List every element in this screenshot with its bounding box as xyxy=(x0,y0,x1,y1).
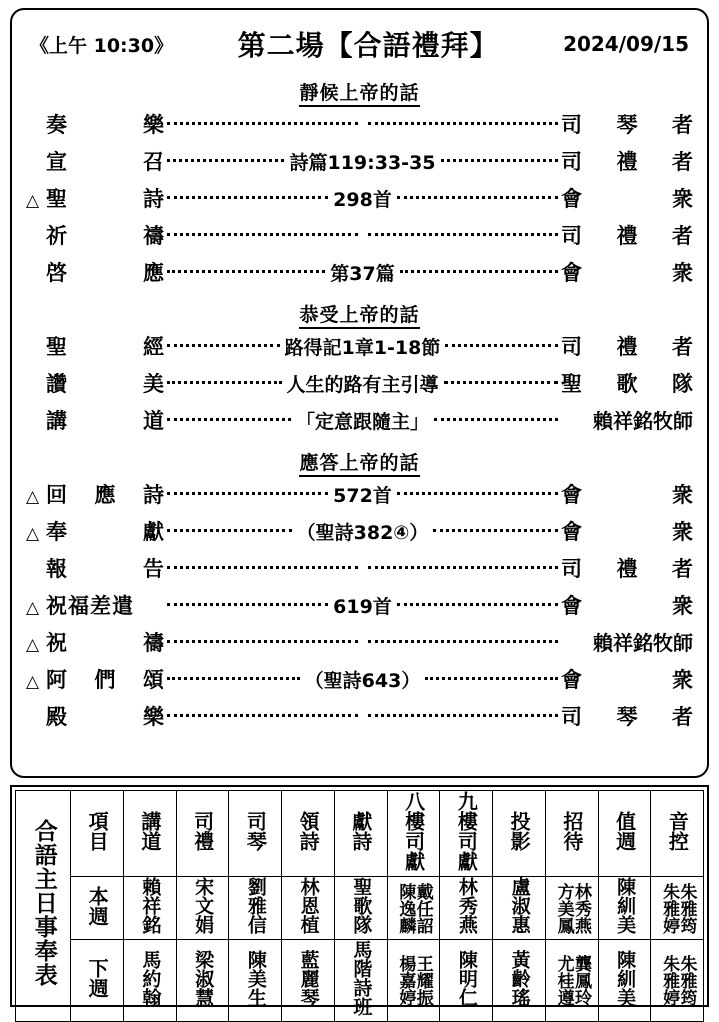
leader-dots xyxy=(167,529,292,532)
row-item: 聖 詩 xyxy=(46,187,164,211)
table-header-cell: 司禮 xyxy=(176,791,229,877)
row-detail: 298首 xyxy=(333,189,392,211)
service-time: 《上午 10:30》 xyxy=(30,34,174,57)
leader-dots xyxy=(167,492,328,495)
leader-dots xyxy=(444,381,559,384)
leader-dots xyxy=(167,122,358,125)
leader-dots xyxy=(167,159,284,162)
leader-dots xyxy=(167,344,280,347)
leader-dots xyxy=(433,529,558,532)
table-header-cell: 值週 xyxy=(598,791,651,877)
row-label-next-week: 下週 xyxy=(71,940,124,1022)
row-item: 啓 應 xyxy=(46,261,164,285)
table-header-cell: 獻詩 xyxy=(334,791,387,877)
program-row xyxy=(26,331,693,368)
program-row xyxy=(26,664,693,701)
duty-cell: 朱雅筠 朱雅婷 xyxy=(651,877,704,940)
section-heading-1-text: 靜候上帝的話 xyxy=(299,82,419,107)
leader-dots xyxy=(368,233,559,236)
leader-dots xyxy=(397,196,558,199)
row-mark: △ xyxy=(26,672,40,692)
duty-table xyxy=(15,790,704,1022)
service-title: 第二場【合語禮拜】 xyxy=(237,29,499,62)
leader-dots xyxy=(167,196,328,199)
row-label-this-week: 本週 xyxy=(71,877,124,940)
row-item: 阿 們 頌 xyxy=(46,668,164,692)
row-item: 報 告 xyxy=(46,557,164,581)
row-mark: △ xyxy=(26,487,40,507)
row-who: 會 衆 xyxy=(561,594,694,618)
service-date: 2024/09/15 xyxy=(563,32,689,56)
row-detail: 572首 xyxy=(333,485,392,507)
row-item: 奏 樂 xyxy=(46,113,164,137)
row-who: 聖 歌 隊 xyxy=(561,372,694,396)
duty-cell: 馬階詩班 xyxy=(334,940,387,1022)
row-who: 司 禮 者 xyxy=(561,335,693,359)
row-detail: 619首 xyxy=(333,596,392,618)
program-row xyxy=(26,701,693,738)
section-heading-2-text: 恭受上帝的話 xyxy=(299,304,419,329)
program-row xyxy=(26,590,693,627)
leader-dots xyxy=(167,714,358,717)
row-detail: 「定意跟隨主」 xyxy=(296,411,430,433)
duty-cell: 黃齡瑤 xyxy=(493,940,546,1022)
program-row xyxy=(26,627,693,664)
leader-dots xyxy=(167,418,291,421)
row-detail: 詩篇119:33-35 xyxy=(289,152,436,174)
leader-dots xyxy=(167,640,358,643)
row-detail: 人生的路有主引導 xyxy=(286,374,439,396)
row-who: 司 禮 者 xyxy=(561,224,693,248)
row-who: 會 衆 xyxy=(561,520,693,544)
leader-dots xyxy=(368,714,559,717)
table-header-cell: 講道 xyxy=(123,791,176,877)
table-header-cell: 招待 xyxy=(545,791,598,877)
duty-roster xyxy=(10,785,709,1016)
leader-dots xyxy=(441,159,558,162)
duty-cell: 龔鳳玲 尤桂遵 xyxy=(545,940,598,1022)
leader-dots xyxy=(445,344,558,347)
duty-cell: 聖歌隊 xyxy=(334,877,387,940)
row-item: 回 應 詩 xyxy=(46,483,164,507)
table-header-cell: 八樓司獻 xyxy=(387,791,440,877)
duty-cell: 王耀振 楊嘉婷 xyxy=(387,940,440,1022)
table-header-cell: 司琴 xyxy=(229,791,282,877)
leader-dots xyxy=(368,566,559,569)
program-row xyxy=(26,257,693,294)
program-row xyxy=(26,220,693,257)
table-row xyxy=(16,791,704,877)
row-item: 聖 經 xyxy=(46,335,164,359)
bulletin-header xyxy=(26,16,693,72)
row-item: 宣 召 xyxy=(46,150,164,174)
row-mark: △ xyxy=(26,524,40,544)
row-who: 賴祥銘牧師 xyxy=(593,631,693,655)
row-mark: △ xyxy=(26,635,40,655)
row-item: 奉 獻 xyxy=(46,520,164,544)
section-heading-3 xyxy=(26,448,693,475)
program-row xyxy=(26,109,693,146)
leader-dots xyxy=(397,492,558,495)
table-row xyxy=(16,877,704,940)
roster-corner-text: 合語主日事奉表 xyxy=(30,819,57,987)
duty-cell: 梁淑慧 xyxy=(176,940,229,1022)
section-heading-3-text: 應答上帝的話 xyxy=(299,452,419,477)
leader-dots xyxy=(434,418,558,421)
row-who: 司 禮 者 xyxy=(561,557,693,581)
program-row xyxy=(26,183,693,220)
row-detail: 路得記1章1-18節 xyxy=(284,337,441,359)
leader-dots xyxy=(400,270,558,273)
row-who: 會 衆 xyxy=(561,261,694,285)
leader-dots xyxy=(368,122,559,125)
program-row xyxy=(26,405,693,442)
row-item: 祝福差遣 xyxy=(46,594,134,618)
duty-cell: 賴祥銘 xyxy=(123,877,176,940)
row-who: 賴祥銘牧師 xyxy=(593,409,694,433)
program-row xyxy=(26,553,693,590)
section-heading-2 xyxy=(26,300,693,327)
duty-cell: 陳明仁 xyxy=(440,940,493,1022)
leader-dots xyxy=(167,677,300,680)
duty-cell: 藍麗琴 xyxy=(282,940,335,1022)
program-row xyxy=(26,516,693,553)
row-who: 會 衆 xyxy=(561,187,694,211)
duty-cell: 劉雅信 xyxy=(229,877,282,940)
leader-dots xyxy=(167,270,325,273)
duty-cell: 宋文娟 xyxy=(176,877,229,940)
table-header-cell: 項目 xyxy=(71,791,124,877)
duty-cell: 朱雅筠 朱雅婷 xyxy=(651,940,704,1022)
section-heading-1 xyxy=(26,78,693,105)
row-item: 祝 禱 xyxy=(46,631,164,655)
row-mark: △ xyxy=(26,598,40,618)
row-who: 司 琴 者 xyxy=(561,705,693,729)
row-who: 會 衆 xyxy=(561,483,694,507)
table-header-cell: 領詩 xyxy=(282,791,335,877)
duty-cell: 林秀燕 方美鳳 xyxy=(545,877,598,940)
table-row xyxy=(16,940,704,1022)
leader-dots xyxy=(368,640,559,643)
table-header-cell: 九樓司獻 xyxy=(440,791,493,877)
table-header-cell: 音控 xyxy=(651,791,704,877)
duty-cell: 林秀燕 xyxy=(440,877,493,940)
row-mark: △ xyxy=(26,191,40,211)
roster-corner-title xyxy=(16,791,71,1022)
duty-cell: 馬約翰 xyxy=(123,940,176,1022)
row-item: 殿 樂 xyxy=(46,705,164,729)
row-item: 祈 禱 xyxy=(46,224,164,248)
row-detail: 第37篇 xyxy=(330,263,395,285)
leader-dots xyxy=(167,381,282,384)
leader-dots xyxy=(167,603,328,606)
leader-dots xyxy=(425,677,558,680)
row-item: 講 道 xyxy=(46,409,164,433)
duty-cell: 盧淑惠 xyxy=(493,877,546,940)
duty-cell: 陳美生 xyxy=(229,940,282,1022)
row-item: 讚 美 xyxy=(46,372,164,396)
duty-cell: 林恩植 xyxy=(282,877,335,940)
leader-dots xyxy=(167,233,358,236)
duty-cell: 戴任詔 陳逸麟 xyxy=(387,877,440,940)
program-row xyxy=(26,368,693,405)
row-who: 司 琴 者 xyxy=(561,113,693,137)
worship-bulletin xyxy=(10,8,709,778)
row-who: 司 禮 者 xyxy=(561,150,693,174)
duty-cell: 陳紃美 xyxy=(598,877,651,940)
duty-cell: 陳紃美 xyxy=(598,940,651,1022)
leader-dots xyxy=(167,566,358,569)
program-row xyxy=(26,146,693,183)
program-row xyxy=(26,479,693,516)
table-header-cell: 投影 xyxy=(493,791,546,877)
row-who: 會 衆 xyxy=(561,668,694,692)
row-detail: （聖詩382④） xyxy=(296,522,429,544)
leader-dots xyxy=(397,603,558,606)
row-detail: （聖詩643） xyxy=(304,670,421,692)
